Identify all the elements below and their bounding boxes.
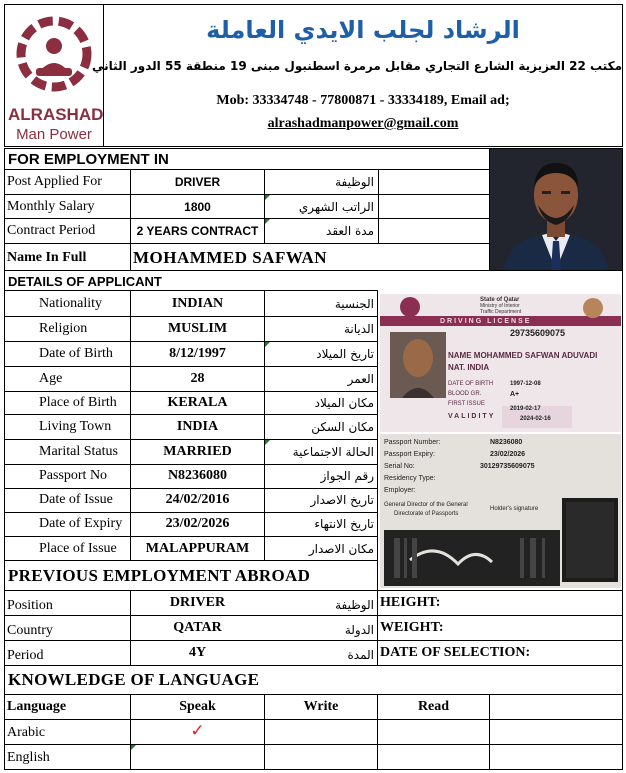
company-address-ar: مكتب 22 العزيزية الشارع التجاري مقابل مرمرة اسطنبول مبنى 19 منطقة 55 الدور الثاني (92, 59, 622, 73)
license-dob: 1997-12-08 (510, 381, 541, 387)
license-first-issue-label: FIRST ISSUE (448, 401, 485, 407)
row-label-ar: الجنسية (334, 297, 374, 311)
license-ministry: Ministry of Interior (480, 303, 520, 309)
residency-passport-number-label: Passport Number: (384, 439, 441, 446)
residency-card (380, 434, 621, 588)
speak-col-header: Speak (179, 699, 216, 714)
name-value[interactable]: MOHAMMED SAFWAN (133, 248, 328, 267)
residency-type-label: Residency Type: (384, 475, 436, 482)
residency-passport-number: N8236080 (490, 439, 523, 446)
row-label-ar: مكان الاصدار (308, 542, 374, 556)
row-value[interactable]: DRIVER (169, 595, 226, 610)
row-label: Passport No (39, 468, 108, 483)
residency-passport-expiry-label: Passport Expiry: (384, 451, 435, 458)
row-label: Place of Issue (39, 541, 117, 556)
row-value[interactable]: 8/12/1997 (169, 346, 226, 361)
row-label-ar: مدة العقد (326, 224, 374, 238)
license-nat: NAT. INDIA (448, 363, 490, 372)
license-banner: DRIVING LICENSE (440, 318, 532, 325)
license-validity-label: VALIDITY (448, 413, 496, 420)
row-value[interactable]: 23/02/2026 (165, 516, 230, 531)
row-label-ar: الدولة (344, 623, 374, 637)
company-title-ar: الرشاد لجلب الايدي العاملة (206, 16, 520, 44)
row-label: Contract Period (7, 223, 96, 238)
row-value[interactable]: N8236080 (167, 468, 228, 483)
applicant-portrait-icon (490, 149, 622, 270)
row-value[interactable]: QATAR (173, 620, 222, 635)
row-label-ar: الديانة (343, 322, 374, 336)
row-value[interactable]: MUSLIM (167, 321, 228, 336)
row-label: Post Applied For (7, 174, 102, 189)
residency-passport-expiry: 23/02/2026 (490, 451, 526, 458)
company-logo (8, 10, 104, 145)
row-label-ar: الراتب الشهري (298, 200, 374, 214)
row-value[interactable]: INDIAN (171, 296, 224, 311)
weight-label: WEIGHT: (380, 620, 444, 635)
logo-word: ALRASHAD (8, 105, 104, 124)
license-dept: Traffic Department (480, 309, 522, 315)
license-number: 29735609075 (510, 328, 566, 338)
row-value[interactable]: INDIA (176, 419, 219, 434)
read-col-header: Read (417, 699, 450, 714)
row-label: Date of Expiry (39, 516, 123, 531)
license-validity: 2024-02-16 (520, 416, 551, 422)
language-name: English (7, 750, 50, 765)
language-col-header: Language (7, 699, 67, 714)
row-label-ar: تاريخ الاصدار (310, 493, 374, 507)
employment-section-title: FOR EMPLOYMENT IN (8, 151, 169, 168)
row-label: Position (7, 598, 53, 613)
row-label-ar: تاريخ الانتهاء (314, 517, 374, 531)
row-label: Living Town (39, 419, 112, 434)
language-section-title: KNOWLEDGE OF LANGUAGE (8, 670, 260, 689)
row-label-ar: الوظيفة (335, 598, 374, 612)
residency-holder-signature: Holder's signature (490, 506, 539, 512)
row-label-ar: الوظيفة (335, 175, 374, 189)
license-blood-label: BLOOD GR. (448, 391, 482, 397)
row-value[interactable]: MARRIED (163, 444, 232, 459)
row-value[interactable]: KERALA (167, 395, 228, 410)
arabic-speak-check[interactable]: ✓ (190, 721, 205, 741)
write-col-header: Write (303, 699, 339, 714)
row-label: Place of Birth (39, 395, 117, 410)
row-label: Nationality (39, 296, 102, 311)
driving-license-card (380, 294, 621, 432)
applicant-section-title: DETAILS OF APPLICANT (8, 274, 162, 289)
residency-director-line: General Director of the General (384, 502, 468, 508)
license-dob-label: DATE OF BIRTH (448, 381, 494, 387)
row-label: Monthly Salary (7, 199, 95, 214)
row-value[interactable]: 4Y (188, 645, 207, 660)
license-blood: A+ (510, 391, 520, 398)
residency-directorate-line: Directorate of Passports (394, 511, 459, 517)
row-label-ar: المدة (347, 648, 374, 662)
row-value[interactable]: 24/02/2016 (165, 492, 230, 507)
row-value[interactable]: 1800 (184, 200, 211, 214)
row-value[interactable]: 2 YEARS CONTRACT (136, 224, 259, 238)
date-of-selection-label: DATE OF SELECTION: (380, 645, 531, 660)
row-label: Date of Birth (39, 346, 113, 361)
row-label: Marital Status (39, 444, 118, 459)
applicant-photo (490, 149, 622, 270)
logo-emblem-icon (8, 10, 100, 105)
row-label-ar: مكان السكن (311, 420, 374, 434)
row-label: Religion (39, 321, 88, 336)
name-label: Name In Full (7, 250, 87, 265)
license-state: State of Qatar (480, 297, 520, 303)
row-label: Date of Issue (39, 492, 113, 507)
license-first-issue: 2019-02-17 (510, 406, 541, 412)
height-label: HEIGHT: (380, 595, 441, 610)
company-mobile: Mob: 33334748 - 77800871 - 33334189, Email ad; (216, 93, 510, 108)
row-label: Country (7, 623, 53, 638)
row-label-ar: تاريخ الميلاد (316, 347, 374, 361)
row-label-ar: مكان الميلاد (314, 396, 374, 410)
company-email[interactable]: alrashadmanpower@gmail.com (267, 116, 459, 131)
row-value[interactable]: MALAPPURAM (145, 541, 250, 556)
row-label-ar: رقم الجواز (320, 469, 374, 483)
row-label: Age (39, 371, 63, 386)
residency-serial: 30129735609075 (480, 463, 535, 470)
license-name: NAME MOHAMMED SAFWAN ADUVADI (448, 351, 598, 360)
residency-serial-label: Serial No: (384, 463, 415, 470)
row-label: Period (7, 648, 44, 663)
row-value[interactable]: 28 (190, 371, 205, 386)
logo-sub: Man Power (16, 126, 92, 143)
residency-employer-label: Employer: (384, 487, 416, 494)
row-value[interactable]: DRIVER (174, 175, 221, 189)
row-label-ar: العمر (347, 372, 374, 386)
language-name: Arabic (7, 725, 46, 740)
previous-section-title: PREVIOUS EMPLOYMENT ABROAD (8, 566, 311, 585)
row-label-ar: الحالة الاجتماعية (292, 445, 374, 459)
